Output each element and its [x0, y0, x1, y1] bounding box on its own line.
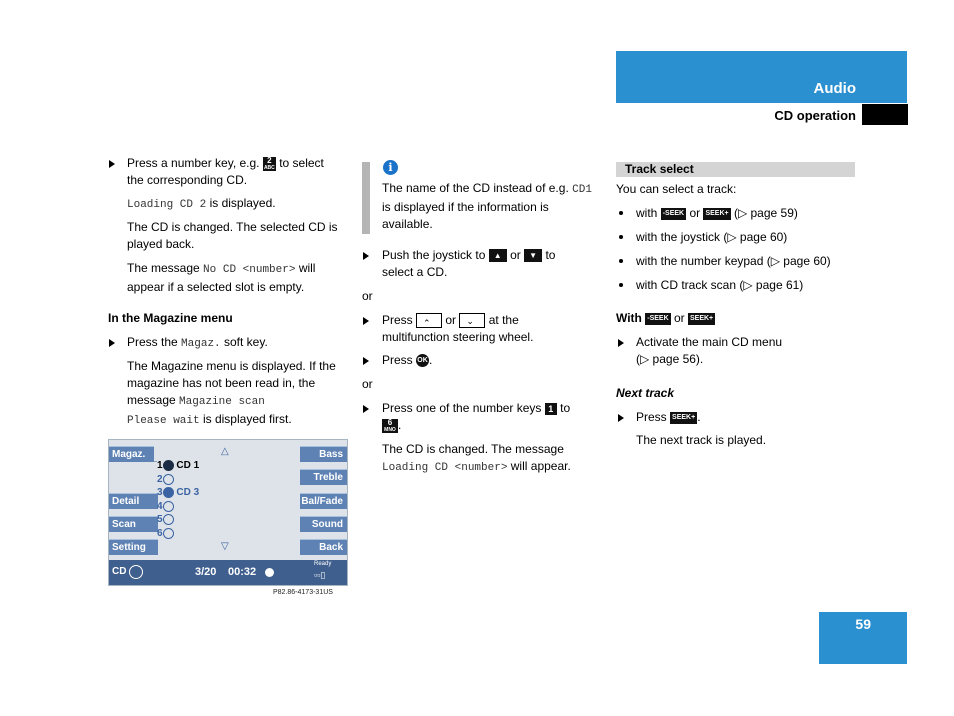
magazine-slot: 1 CD 1 [157, 460, 200, 472]
key-1-icon: 1 [545, 403, 557, 415]
seek-minus-key-icon: -SEEK [661, 208, 686, 220]
magazine-slot: 2 [157, 474, 174, 485]
next-track-heading: Next track [616, 386, 675, 400]
audio-screen-illustration [108, 439, 348, 586]
status-track: 3/20 [195, 566, 217, 578]
cd-changed-text: The CD is changed. The selected CD is played back. [127, 220, 338, 251]
play-icon [265, 568, 274, 577]
section-title: CD operation [774, 108, 856, 123]
bullet-icon [619, 259, 623, 263]
step-press-ok: Press OK. [382, 353, 433, 367]
step-steering-wheel: Press ⌃ or ⌄ at the multifunction steering wheel. [382, 313, 534, 344]
cd-changed-message: The CD is changed. The message Loading CD <number> will appear. [382, 442, 571, 474]
step-arrow-icon [109, 160, 115, 168]
softkey-magaz: Magaz. [109, 446, 154, 462]
step-number-keys: Press one of the number keys 1 to 6 MNO . [382, 401, 571, 433]
step-push-joystick: Push the joystick to ▲ or ▼ to select a CD. [382, 248, 556, 279]
step-arrow-icon [363, 252, 369, 260]
chapter-title: Audio [813, 80, 856, 97]
bullet-icon [619, 211, 623, 215]
empty-slot-icon [163, 501, 174, 512]
step-arrow-icon [363, 405, 369, 413]
bullet-track-scan: with CD track scan (▷ page 61) [636, 278, 804, 292]
softkey-scan: Scan [109, 516, 158, 532]
softkey-bass: Bass [300, 446, 347, 462]
joystick-down-icon: ▼ [524, 249, 542, 262]
softkey-detail: Detail [109, 493, 158, 509]
steering-down-key-icon: ⌄ [459, 313, 485, 328]
info-bar [362, 162, 370, 234]
magazine-slot: 5 [157, 514, 174, 525]
softkey-bal-fade: Bal/Fade [300, 493, 347, 509]
page-number: 59 [855, 616, 871, 632]
display-loading-cd2: Loading CD 2 is displayed. [127, 196, 276, 211]
empty-slot-icon [163, 474, 174, 485]
status-source: CD [112, 566, 127, 577]
seek-plus-key-icon: SEEK+ [688, 313, 715, 325]
key-2-abc-icon: 2 ABC [263, 155, 275, 171]
cd-disc-icon [129, 565, 143, 579]
step-press-magaz: Press the Magaz. soft key. [127, 335, 268, 350]
step-arrow-icon [363, 317, 369, 325]
or-text: or [362, 377, 373, 391]
step-activate-menu: Activate the main CD menu (▷ page 56). [636, 335, 783, 366]
track-select-heading: Track select [616, 162, 855, 177]
seek-plus-key-icon: SEEK+ [670, 412, 697, 424]
magazine-menu-text: The Magazine menu is displayed. If the magazine has not been read in, the message Magazine scan Please wait is displayed first. [127, 359, 336, 427]
step-press-seek: Press SEEK+ . [636, 410, 701, 424]
bullet-keypad: with the number keypad (▷ page 60) [636, 254, 831, 268]
disc-icon [163, 487, 174, 498]
step-arrow-icon [109, 339, 115, 347]
bullet-icon [619, 283, 623, 287]
joystick-up-icon: ▲ [489, 249, 507, 262]
bullet-seek: with -SEEK or SEEK+ (▷ page 59) [636, 206, 798, 220]
seek-plus-key-icon: SEEK+ [703, 208, 730, 220]
signal-icon: ▫▫▯ [314, 570, 326, 580]
next-track-played: The next track is played. [636, 433, 767, 447]
no-cd-message-text: The message No CD <number> will appear if a selected slot is empty. [127, 261, 316, 294]
softkey-treble: Treble [300, 469, 347, 485]
info-note: The name of the CD instead of e.g. CD1 is displayed if the information is available. [382, 181, 592, 231]
softkey-setting: Setting [109, 539, 158, 555]
with-seek-heading: With -SEEK or SEEK+ [616, 311, 714, 325]
magazine-slot: 4 [157, 501, 174, 512]
info-icon: i [383, 160, 398, 175]
scroll-down-icon: ▽ [221, 541, 229, 552]
status-ready: Ready [314, 561, 332, 567]
status-time: 00:32 [228, 566, 257, 578]
empty-slot-icon [163, 514, 174, 525]
section-tab-marker [862, 104, 908, 125]
bullet-joystick: with the joystick (▷ page 60) [636, 230, 788, 244]
magazine-slot: 3 CD 3 [157, 487, 200, 499]
magazine-menu-heading: In the Magazine menu [108, 311, 233, 325]
steering-up-key-icon: ⌃ [416, 313, 442, 328]
step-arrow-icon [618, 339, 624, 347]
softkey-sound: Sound [300, 516, 347, 532]
step-select-cd: Press a number key, e.g. 2 ABC to select the corresponding CD. [127, 155, 324, 187]
disc-icon [163, 460, 174, 471]
step-arrow-icon [363, 357, 369, 365]
softkey-back: Back [300, 539, 347, 555]
or-text: or [362, 289, 373, 303]
figure-caption: P82.86-4173-31US [273, 589, 333, 596]
status-bar [109, 560, 347, 585]
seek-minus-key-icon: -SEEK [645, 313, 670, 325]
empty-slot-icon [163, 528, 174, 539]
ok-key-icon: OK [416, 354, 429, 367]
scroll-up-icon: △ [221, 446, 229, 457]
magazine-slot: 6 [157, 528, 174, 539]
step-arrow-icon [618, 414, 624, 422]
key-6-mno-icon: 6 MNO [382, 419, 398, 433]
track-select-intro: You can select a track: [616, 182, 737, 196]
bullet-icon [619, 235, 623, 239]
